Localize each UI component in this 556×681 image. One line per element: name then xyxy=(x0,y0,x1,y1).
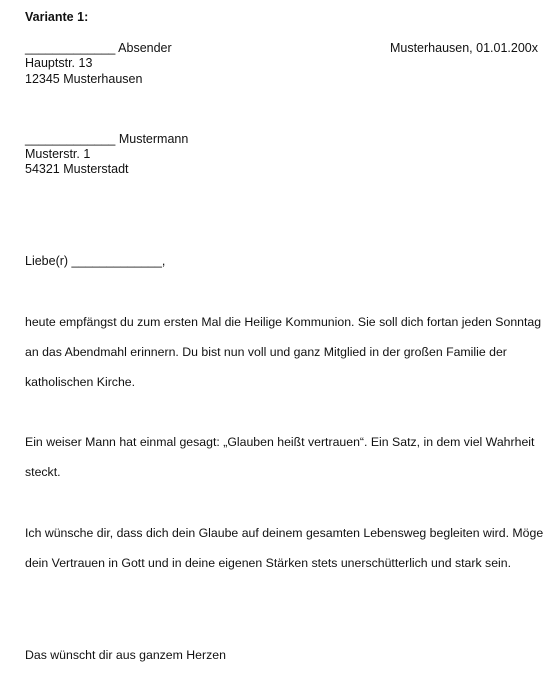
closing-line: Das wünscht dir aus ganzem Herzen xyxy=(25,648,226,662)
sender-street: Hauptstr. 13 xyxy=(25,56,93,70)
variant-heading: Variante 1: xyxy=(25,10,89,24)
recipient-city: 54321 Musterstadt xyxy=(25,162,129,176)
salutation: Liebe(r) _____________, xyxy=(25,254,166,268)
recipient-name-line: _____________ Mustermann xyxy=(25,132,189,146)
sender-city: 12345 Musterhausen xyxy=(25,72,143,86)
paragraph-communion: heute empfängst du zum ersten Mal die Heilige Kommunion. Sie soll dich fortan jeden Sonntag an das Abendmahl erinnern. Du bist nun voll und ganz Mitglied in der großen Familie der katholischen Kirche. xyxy=(25,315,542,389)
sender-name-line: _____________ Absender xyxy=(25,41,172,55)
paragraph-quote: Ein weiser Mann hat einmal gesagt: „Glauben heißt vertrauen“. Ein Satz, in dem viel Wahrheit steckt. xyxy=(25,435,535,479)
paragraph-wishes: Ich wünsche dir, dass dich dein Glaube auf deinem gesamten Lebensweg begleiten wird. Möge dein Vertrauen in Gott und in deine eigenen Stärken stets unerschütterlich und stark sein. xyxy=(25,526,544,570)
recipient-street: Musterstr. 1 xyxy=(25,147,91,161)
place-date: Musterhausen, 01.01.200x xyxy=(389,41,538,55)
